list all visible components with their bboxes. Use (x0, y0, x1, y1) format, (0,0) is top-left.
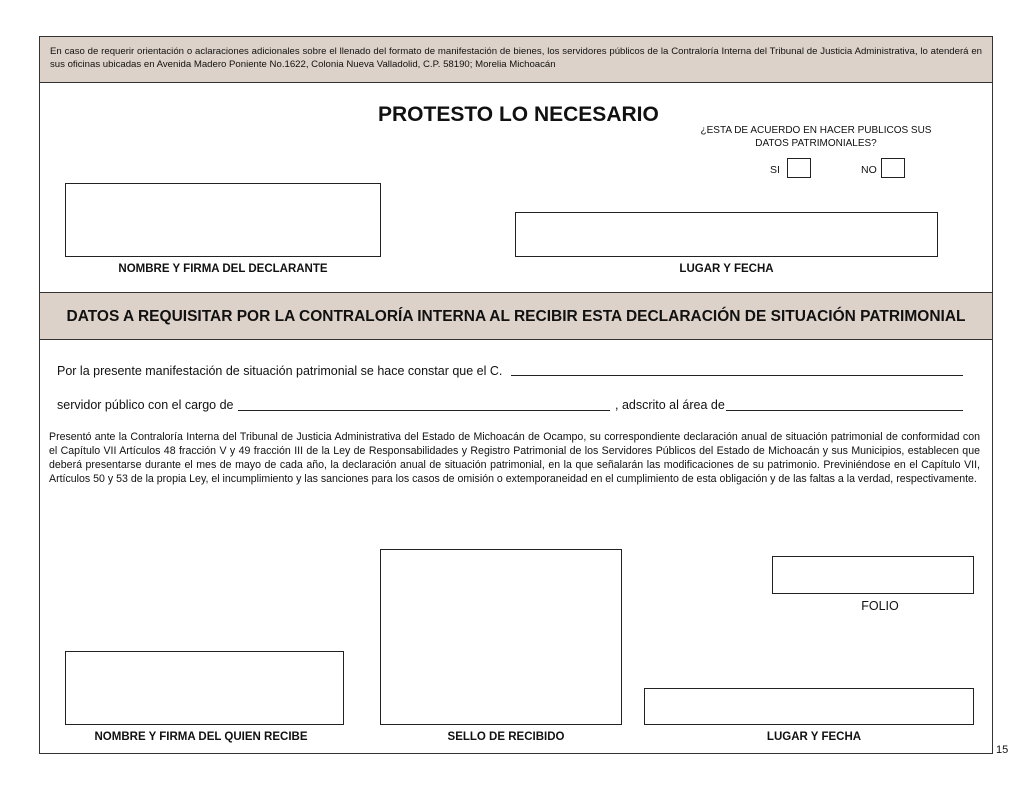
publish-question (700, 124, 932, 150)
declarant-signature-field[interactable] (65, 183, 381, 257)
declarant-signature-label: NOMBRE Y FIRMA DEL DECLARANTE (118, 263, 328, 275)
protesto-title: PROTESTO LO NECESARIO (378, 103, 659, 126)
folio-label: FOLIO (861, 599, 899, 613)
line1-text: Por la presente manifestación de situación patrimonial se hace constar que el C. (57, 364, 503, 378)
stamp-label: SELLO DE RECIBIDO (447, 731, 565, 743)
declarant-place-date-field[interactable] (515, 212, 938, 257)
receiver-signature-label: NOMBRE Y FIRMA DEL QUIEN RECIBE (94, 731, 308, 743)
datos-title: DATOS A REQUISITAR POR LA CONTRALORÍA INTERNA AL RECIBIR ESTA DECLARACIÓN DE SITUACIÓN PATRIMONIAL (66, 308, 966, 325)
publish-question-line1: ¿ESTA DE ACUERDO EN HACER PUBLICOS SUS (700, 125, 932, 136)
no-label: NO (861, 164, 877, 176)
legal-paragraph: Presentó ante la Contraloría Interna del Tribunal de Justicia Administrativa del Estado de Michoacán de Ocampo, su correspondiente declaración anual de situación patrimonial de conformidad con el Capítulo VII Artículos 48 fracción V y 49 fracción III de la Ley de Responsabilidades y Registro Patrimonial de los Servidores Públicos del Estado de Michoacán y sus Municipios, establecen que deberá presentarse durante el mes de mayo de cada año, la declaración anual de situación patrimonial, en la que señalarán las modificaciones de su patrimonio. Previniéndose en el Capítulo VII, Artículos 50 y 53 de la propia Ley, el incumplimiento y las sanciones para los casos de omisión o extemporaneidad en el cumplimiento de esta obligación y de las faltas a la verdad, respectivamente. (49, 431, 980, 485)
receiver-signature-field[interactable] (65, 651, 344, 725)
publish-question-line2: DATOS PATRIMONIALES? (755, 138, 877, 149)
page-number: 15 (996, 744, 1009, 756)
line2-middle-text: , adscrito al área de (615, 398, 725, 412)
line2-text: servidor público con el cargo de (57, 398, 234, 412)
notice-band (39, 36, 993, 83)
declarant-place-date-label: LUGAR Y FECHA (679, 263, 774, 275)
reception-place-date-label: LUGAR Y FECHA (766, 731, 862, 743)
reception-place-date-field[interactable] (644, 688, 974, 725)
no-checkbox[interactable] (881, 158, 905, 178)
yes-checkbox[interactable] (787, 158, 811, 178)
datos-band (39, 292, 993, 340)
stamp-field[interactable] (380, 549, 622, 725)
position-line[interactable] (238, 410, 610, 411)
folio-field[interactable] (772, 556, 974, 594)
notice-text: En caso de requerir orientación o aclaraciones adicionales sobre el llenado del formato de manifestación de bienes, los servidores públicos de la Contraloría Interna del Tribunal de Justicia Administrativa, lo atenderá en sus oficinas ubicadas en Avenida Madero Poniente No.1622, Colonia Nueva Valladolid, C.P. 58190; Morelia Michoacán (50, 46, 982, 70)
yes-label: SI (770, 164, 780, 176)
servant-name-line[interactable] (511, 375, 963, 376)
area-line[interactable] (726, 410, 963, 411)
